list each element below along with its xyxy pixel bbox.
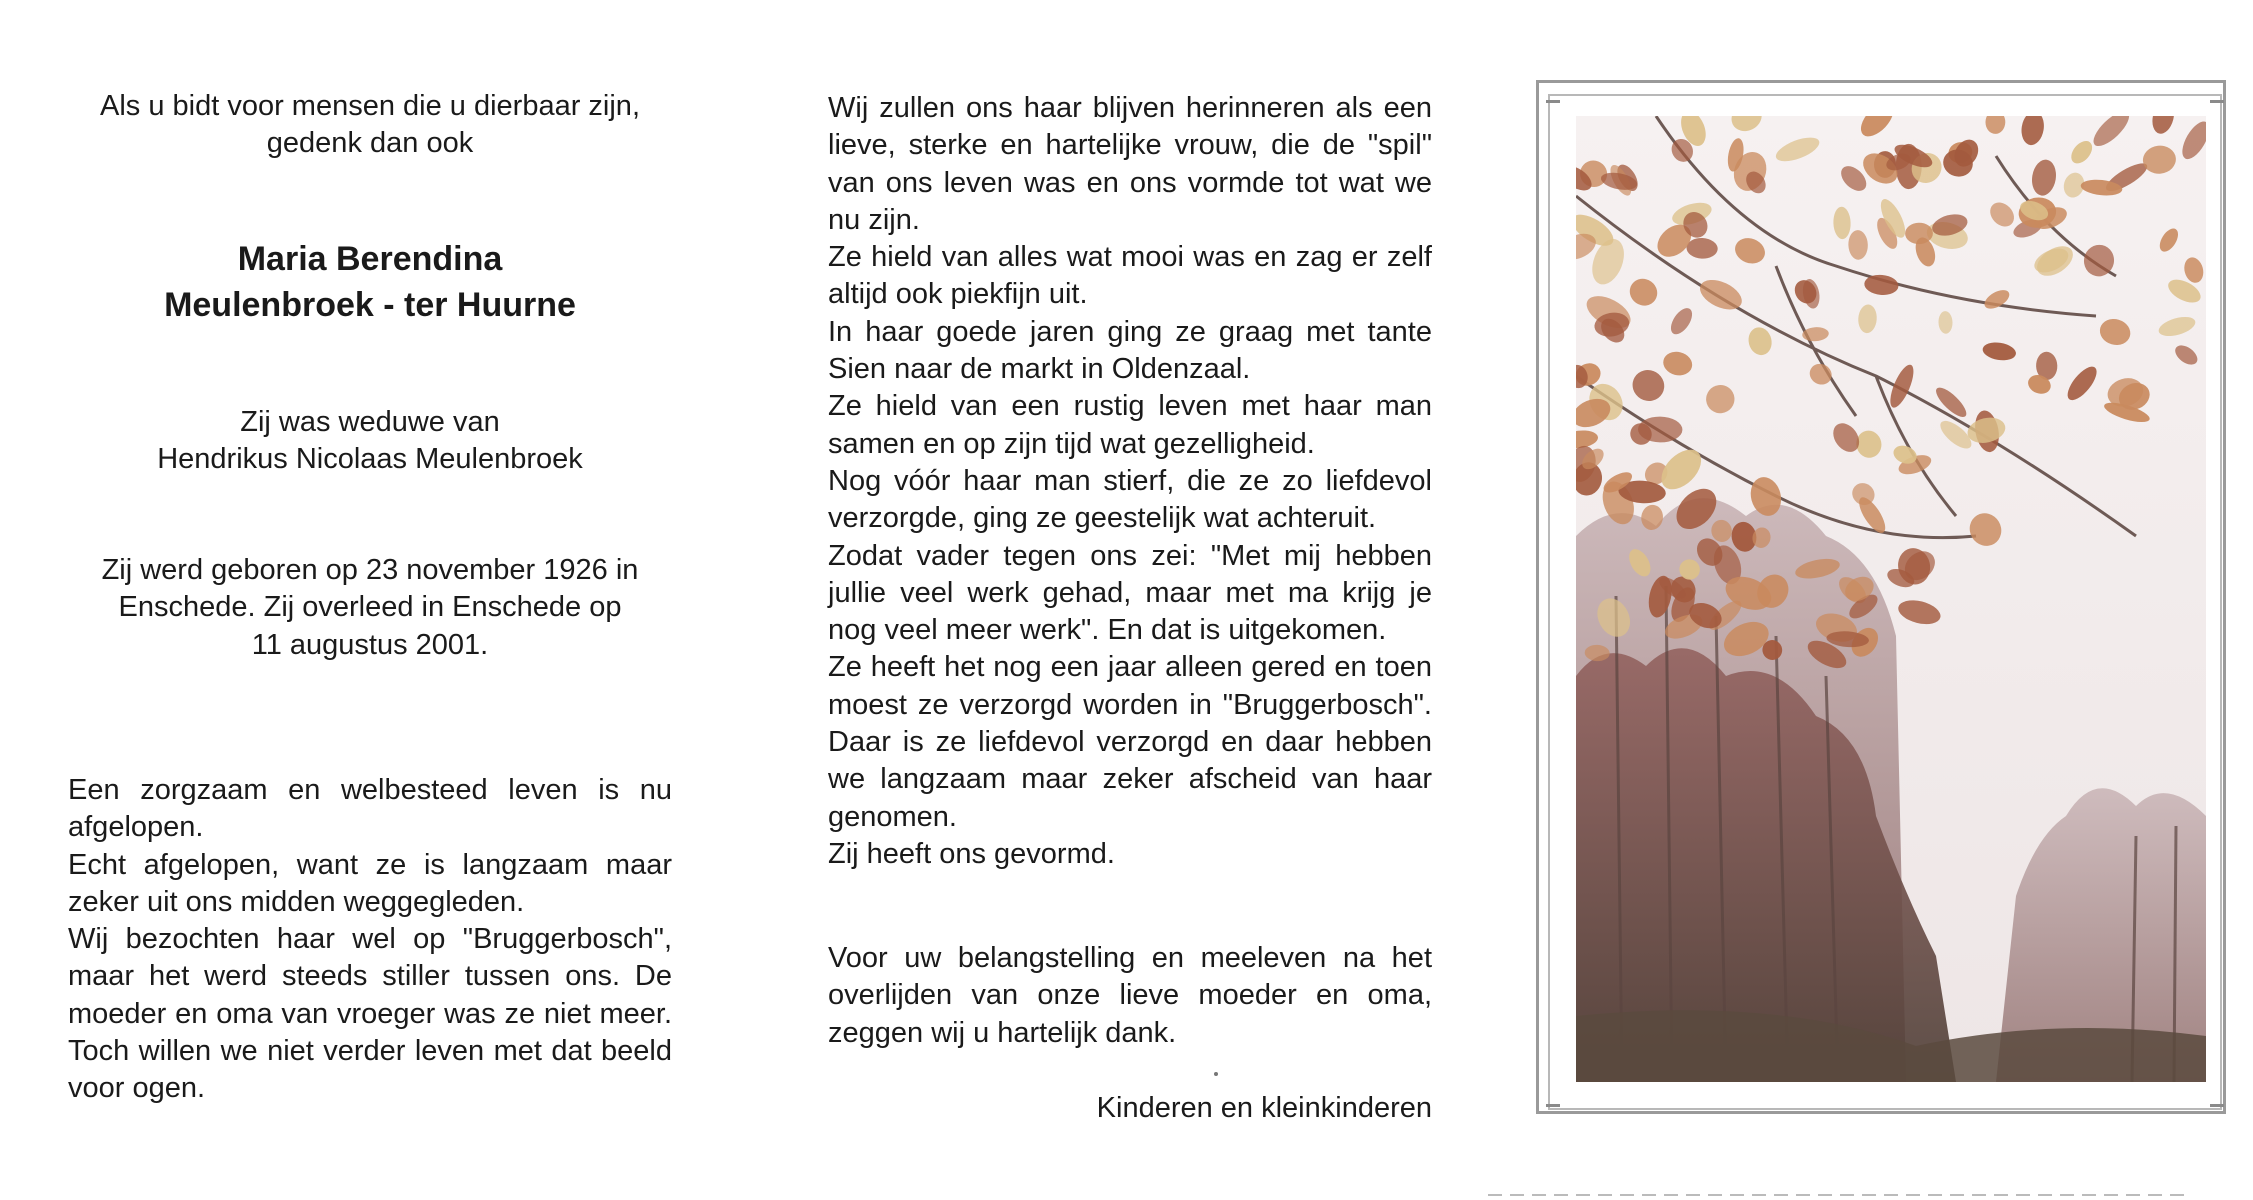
ornament-dot [1214,1072,1218,1076]
life-paragraph: Een zorgzaam en welbesteed leven is nu afgelopen. [68,774,672,844]
frame-corner [2210,100,2224,103]
thanks-paragraph: Voor uw belangstelling en meeleven na het overlijden van onze lieve moeder en oma, zeggen wij u hartelijk dank. [828,942,1432,1049]
memory-paragraph: In haar goede jaren ging ze graag met tante Sien naar de markt in Oldenzaal. [828,315,1432,386]
deceased-name [68,236,672,328]
frame-corner [1546,1104,1560,1107]
life-paragraph: Echt afgelopen, want ze is langzaam maar zeker uit ons midden weggegleden. [68,848,672,918]
memory-paragraph: Zij heeft ons gevormd. [828,837,1115,870]
name-first-line: Maria Berendina [237,240,503,278]
life-paragraphs [68,772,672,1108]
birth-death-statement: Zij werd geboren op 23 november 1926 in Enschede. Zij overleed in Enschede op 11 augustus 2001. [101,554,639,661]
memory-paragraph: Nog vóór haar man stierf, die ze zo liefdevol verzorgde, ging ze geestelijk wat achteruit. [828,464,1432,535]
bottom-rule [1488,1194,2188,1196]
frame-corner [2210,1104,2224,1107]
memory-paragraph: Ze heeft het nog een jaar alleen gered en toen moest ze verzorgd worden in "Bruggerbosch". Daar is ze liefdevol verzorgd en daar hebben we langzaam maar zeker afscheid van haar genomen. [828,651,1432,833]
memory-paragraph: Ze hield van alles wat mooi was en zag er zelf altijd ook piekfijn uit. [828,241,1432,311]
name-second-line: Meulenbroek - ter Huurne [164,286,576,324]
widow-statement: Zij was weduwe van Hendrikus Nicolaas Meulenbroek [157,406,583,476]
memory-paragraphs [828,90,1432,873]
autumn-trees-photo-icon [1576,116,2206,1082]
signature: Kinderen en kleinkinderen [1096,1092,1432,1124]
frame-corner [1546,100,1560,103]
life-paragraph: Wij bezochten haar wel op "Bruggerbosch", maar het werd steeds stiller tussen ons. De moeder en oma van vroeger was ze niet meer. Toch willen we niet verder leven met dat beeld voor ogen. [68,923,672,1105]
memory-paragraph: Ze hield van een rustig leven met haar man samen en op zijn tijd wat gezelligheid. [828,390,1432,460]
memory-paragraph: Zodat vader tegen ons zei: "Met mij hebben jullie veel werk gehad, maar met ma krijg je nog veel meer werk". En dat is uitgekomen. [828,539,1432,647]
middle-column [828,0,1432,1200]
prayer-intro: Als u bidt voor mensen die u dierbaar zijn, gedenk dan ook [99,90,640,160]
memory-paragraph: Wij zullen ons haar blijven herinneren als een lieve, sterke en hartelijke vrouw, die de "spil" van ons leven was en ons vormde tot wat we nu zijn. [828,92,1432,236]
